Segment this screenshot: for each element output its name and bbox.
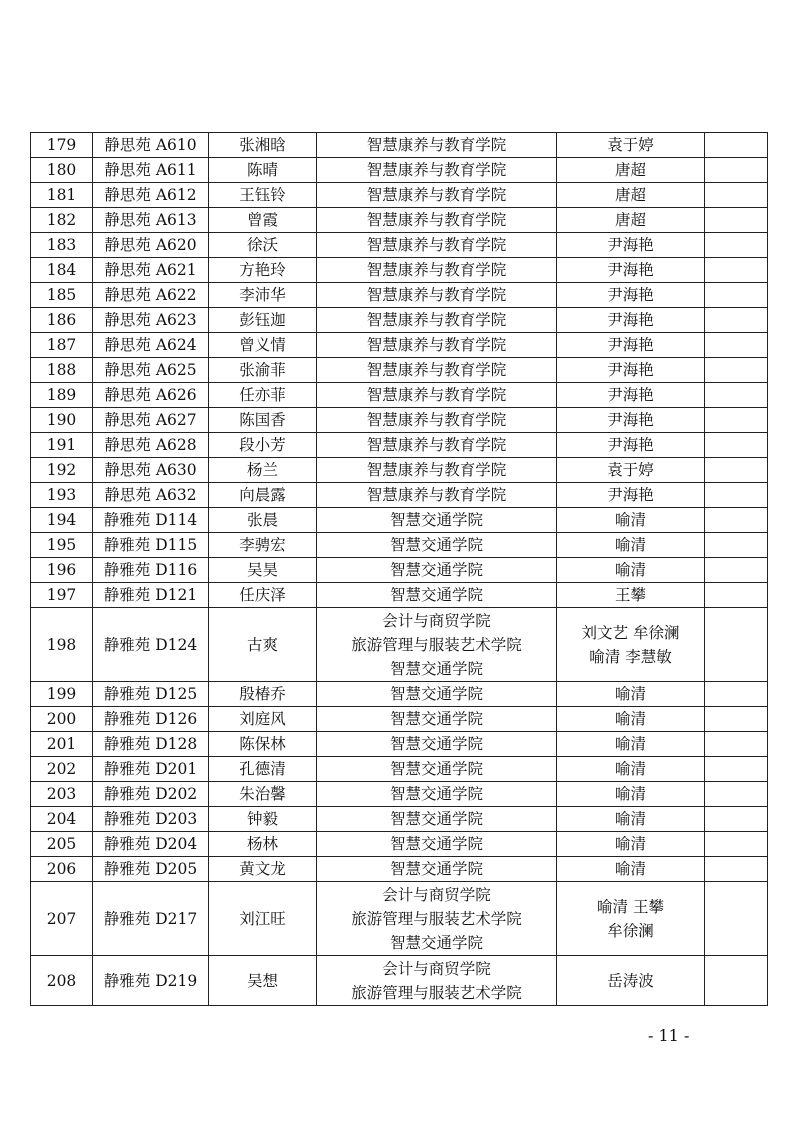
college-line: 智慧交通学院 [389, 561, 483, 579]
teacher-line: 尹海艳 [607, 361, 654, 379]
note-cell [705, 608, 768, 682]
teacher-cell [557, 383, 705, 408]
table-row [31, 608, 768, 682]
teacher-line: 袁于婷 [607, 136, 654, 154]
teacher-cell [557, 283, 705, 308]
teacher-line: 刘文艺 牟徐澜 [581, 623, 680, 642]
teacher-cell [557, 483, 705, 508]
table-row [31, 757, 768, 782]
college-cell [317, 608, 557, 682]
student-name-cell: 张湘晗 [209, 133, 317, 158]
table-row [31, 732, 768, 757]
teacher-line: 喻清 [614, 760, 646, 778]
row-number-cell: 191 [31, 433, 93, 458]
teacher-line: 尹海艳 [607, 261, 654, 279]
college-cell [317, 208, 557, 233]
college-line: 智慧交通学院 [389, 835, 483, 853]
teacher-cell [557, 508, 705, 533]
college-line: 智慧交通学院 [389, 710, 483, 728]
teacher-cell [557, 732, 705, 757]
teacher-line: 袁于婷 [607, 461, 654, 479]
teacher-cell [557, 158, 705, 183]
table-row [31, 832, 768, 857]
table-body [31, 133, 768, 1006]
room-cell: 静思苑 A625 [93, 358, 209, 383]
college-cell [317, 233, 557, 258]
note-cell [705, 857, 768, 882]
room-cell: 静思苑 A627 [93, 408, 209, 433]
teacher-cell [557, 208, 705, 233]
teacher-cell [557, 608, 705, 682]
note-cell [705, 183, 768, 208]
table-row [31, 956, 768, 1006]
room-cell: 静雅苑 D124 [93, 608, 209, 682]
college-line: 智慧交通学院 [389, 933, 483, 952]
page-number: - 11 - [648, 1026, 690, 1045]
teacher-cell [557, 408, 705, 433]
table-row [31, 333, 768, 358]
college-line: 会计与商贸学院 [382, 959, 491, 978]
note-cell [705, 458, 768, 483]
row-number-cell: 205 [31, 832, 93, 857]
note-cell [705, 433, 768, 458]
teacher-cell [557, 807, 705, 832]
college-line: 智慧交通学院 [389, 659, 483, 678]
college-cell [317, 458, 557, 483]
student-name-cell: 李骋宏 [209, 533, 317, 558]
row-number-cell: 189 [31, 383, 93, 408]
teacher-line: 唐超 [614, 186, 646, 204]
college-cell [317, 283, 557, 308]
room-cell: 静雅苑 D217 [93, 882, 209, 956]
note-cell [705, 832, 768, 857]
room-cell: 静雅苑 D201 [93, 757, 209, 782]
student-name-cell: 黄文龙 [209, 857, 317, 882]
student-name-cell: 杨兰 [209, 458, 317, 483]
room-cell: 静雅苑 D205 [93, 857, 209, 882]
student-name-cell: 任亦菲 [209, 383, 317, 408]
teacher-cell [557, 682, 705, 707]
college-line: 智慧康养与教育学院 [366, 386, 507, 404]
college-cell [317, 258, 557, 283]
college-cell [317, 358, 557, 383]
note-cell [705, 882, 768, 956]
college-line: 智慧康养与教育学院 [366, 461, 507, 479]
teacher-line: 喻清 [614, 511, 646, 529]
college-line: 智慧交通学院 [389, 810, 483, 828]
student-name-cell: 方艳玲 [209, 258, 317, 283]
teacher-cell [557, 832, 705, 857]
college-line: 智慧交通学院 [389, 536, 483, 554]
row-number-cell: 194 [31, 508, 93, 533]
college-line: 智慧康养与教育学院 [366, 486, 507, 504]
table-row [31, 508, 768, 533]
student-name-cell: 朱治馨 [209, 782, 317, 807]
teacher-line: 唐超 [614, 211, 646, 229]
college-line: 智慧康养与教育学院 [366, 211, 507, 229]
table-row [31, 583, 768, 608]
teacher-cell [557, 458, 705, 483]
college-cell [317, 857, 557, 882]
teacher-line: 喻清 [614, 860, 646, 878]
note-cell [705, 782, 768, 807]
teacher-line: 尹海艳 [607, 386, 654, 404]
note-cell [705, 233, 768, 258]
teacher-cell [557, 258, 705, 283]
college-line: 智慧康养与教育学院 [366, 336, 507, 354]
college-line: 智慧康养与教育学院 [366, 361, 507, 379]
row-number-cell: 185 [31, 283, 93, 308]
college-line: 智慧交通学院 [389, 860, 483, 878]
note-cell [705, 508, 768, 533]
college-cell [317, 383, 557, 408]
row-number-cell: 184 [31, 258, 93, 283]
note-cell [705, 308, 768, 333]
teacher-line: 喻清 [614, 735, 646, 753]
table-row [31, 433, 768, 458]
row-number-cell: 198 [31, 608, 93, 682]
student-name-cell: 陈国香 [209, 408, 317, 433]
room-cell: 静思苑 A626 [93, 383, 209, 408]
note-cell [705, 258, 768, 283]
teacher-line: 尹海艳 [607, 411, 654, 429]
college-line: 智慧康养与教育学院 [366, 261, 507, 279]
row-number-cell: 181 [31, 183, 93, 208]
note-cell [705, 682, 768, 707]
room-cell: 静思苑 A612 [93, 183, 209, 208]
student-name-cell: 段小芳 [209, 433, 317, 458]
college-cell [317, 158, 557, 183]
room-cell: 静思苑 A628 [93, 433, 209, 458]
room-cell: 静思苑 A620 [93, 233, 209, 258]
student-name-cell: 张晨 [209, 508, 317, 533]
note-cell [705, 707, 768, 732]
teacher-line: 喻清 [614, 561, 646, 579]
table-row [31, 358, 768, 383]
college-line: 旅游管理与服装艺术学院 [351, 983, 522, 1002]
row-number-cell: 202 [31, 757, 93, 782]
student-name-cell: 杨林 [209, 832, 317, 857]
note-cell [705, 956, 768, 1006]
room-cell: 静思苑 A623 [93, 308, 209, 333]
college-line: 会计与商贸学院 [382, 611, 491, 630]
table-row [31, 283, 768, 308]
college-cell [317, 707, 557, 732]
room-cell: 静雅苑 D202 [93, 782, 209, 807]
college-cell [317, 483, 557, 508]
teacher-cell [557, 533, 705, 558]
student-name-cell: 曾义情 [209, 333, 317, 358]
row-number-cell: 188 [31, 358, 93, 383]
table-row [31, 857, 768, 882]
row-number-cell: 197 [31, 583, 93, 608]
college-cell [317, 508, 557, 533]
college-cell [317, 308, 557, 333]
teacher-cell [557, 956, 705, 1006]
note-cell [705, 383, 768, 408]
college-cell [317, 333, 557, 358]
table-row [31, 782, 768, 807]
room-cell: 静雅苑 D128 [93, 732, 209, 757]
college-line: 会计与商贸学院 [382, 885, 491, 904]
room-cell: 静雅苑 D219 [93, 956, 209, 1006]
teacher-line: 喻清 李慧敏 [589, 647, 672, 666]
teacher-line: 喻清 [614, 835, 646, 853]
college-line: 智慧康养与教育学院 [366, 136, 507, 154]
college-line: 旅游管理与服装艺术学院 [351, 909, 522, 928]
teacher-line: 喻清 [614, 536, 646, 554]
student-name-cell: 殷椿乔 [209, 682, 317, 707]
dormitory-table [30, 132, 768, 1006]
note-cell [705, 533, 768, 558]
note-cell [705, 807, 768, 832]
teacher-line: 尹海艳 [607, 236, 654, 254]
teacher-cell [557, 308, 705, 333]
teacher-line: 牟徐澜 [607, 921, 654, 940]
college-line: 智慧交通学院 [389, 760, 483, 778]
student-name-cell: 王钰铃 [209, 183, 317, 208]
row-number-cell: 190 [31, 408, 93, 433]
student-name-cell: 孔德清 [209, 757, 317, 782]
college-cell [317, 732, 557, 757]
student-name-cell: 向晨露 [209, 483, 317, 508]
row-number-cell: 203 [31, 782, 93, 807]
teacher-line: 喻清 王攀 [597, 897, 664, 916]
teacher-cell [557, 558, 705, 583]
college-cell [317, 408, 557, 433]
note-cell [705, 358, 768, 383]
college-cell [317, 433, 557, 458]
college-cell [317, 558, 557, 583]
row-number-cell: 180 [31, 158, 93, 183]
student-name-cell: 彭钰迦 [209, 308, 317, 333]
student-name-cell: 任庆泽 [209, 583, 317, 608]
student-name-cell: 陈保林 [209, 732, 317, 757]
college-cell [317, 133, 557, 158]
teacher-line: 王攀 [614, 586, 646, 604]
row-number-cell: 206 [31, 857, 93, 882]
college-line: 智慧康养与教育学院 [366, 161, 507, 179]
student-name-cell: 徐沃 [209, 233, 317, 258]
note-cell [705, 583, 768, 608]
table-row [31, 408, 768, 433]
room-cell: 静雅苑 D114 [93, 508, 209, 533]
room-cell: 静雅苑 D126 [93, 707, 209, 732]
room-cell: 静雅苑 D116 [93, 558, 209, 583]
table-row [31, 707, 768, 732]
room-cell: 静雅苑 D125 [93, 682, 209, 707]
teacher-line: 岳涛波 [607, 971, 654, 990]
college-line: 智慧康养与教育学院 [366, 236, 507, 254]
room-cell: 静雅苑 D121 [93, 583, 209, 608]
college-cell [317, 832, 557, 857]
college-cell [317, 682, 557, 707]
room-cell: 静雅苑 D204 [93, 832, 209, 857]
table-row [31, 383, 768, 408]
note-cell [705, 208, 768, 233]
row-number-cell: 193 [31, 483, 93, 508]
teacher-cell [557, 433, 705, 458]
row-number-cell: 182 [31, 208, 93, 233]
college-line: 智慧交通学院 [389, 511, 483, 529]
table-row [31, 533, 768, 558]
teacher-cell [557, 882, 705, 956]
teacher-cell [557, 757, 705, 782]
student-name-cell: 吴昊 [209, 558, 317, 583]
college-line: 智慧交通学院 [389, 735, 483, 753]
table-row [31, 807, 768, 832]
table-row [31, 483, 768, 508]
teacher-line: 喻清 [614, 685, 646, 703]
college-line: 智慧交通学院 [389, 685, 483, 703]
note-cell [705, 333, 768, 358]
student-name-cell: 张渝菲 [209, 358, 317, 383]
row-number-cell: 200 [31, 707, 93, 732]
teacher-line: 尹海艳 [607, 311, 654, 329]
note-cell [705, 558, 768, 583]
college-line: 智慧康养与教育学院 [366, 436, 507, 454]
room-cell: 静雅苑 D203 [93, 807, 209, 832]
note-cell [705, 133, 768, 158]
note-cell [705, 732, 768, 757]
table-row [31, 682, 768, 707]
teacher-line: 喻清 [614, 785, 646, 803]
college-cell [317, 782, 557, 807]
room-cell: 静思苑 A611 [93, 158, 209, 183]
college-cell [317, 807, 557, 832]
room-cell: 静思苑 A624 [93, 333, 209, 358]
college-cell [317, 757, 557, 782]
table-row [31, 183, 768, 208]
row-number-cell: 192 [31, 458, 93, 483]
row-number-cell: 196 [31, 558, 93, 583]
room-cell: 静雅苑 D115 [93, 533, 209, 558]
teacher-cell [557, 782, 705, 807]
row-number-cell: 183 [31, 233, 93, 258]
table-row [31, 233, 768, 258]
college-cell [317, 882, 557, 956]
student-name-cell: 吴想 [209, 956, 317, 1006]
table-row [31, 208, 768, 233]
teacher-cell [557, 133, 705, 158]
college-cell [317, 583, 557, 608]
teacher-line: 尹海艳 [607, 336, 654, 354]
room-cell: 静思苑 A630 [93, 458, 209, 483]
teacher-line: 唐超 [614, 161, 646, 179]
college-cell [317, 533, 557, 558]
table-row [31, 158, 768, 183]
student-name-cell: 刘庭风 [209, 707, 317, 732]
student-name-cell: 刘江旺 [209, 882, 317, 956]
table-row [31, 258, 768, 283]
row-number-cell: 208 [31, 956, 93, 1006]
row-number-cell: 199 [31, 682, 93, 707]
college-line: 智慧康养与教育学院 [366, 411, 507, 429]
note-cell [705, 757, 768, 782]
college-line: 智慧交通学院 [389, 586, 483, 604]
table-row [31, 133, 768, 158]
row-number-cell: 195 [31, 533, 93, 558]
table-row [31, 458, 768, 483]
room-cell: 静思苑 A632 [93, 483, 209, 508]
teacher-cell [557, 583, 705, 608]
college-line: 智慧康养与教育学院 [366, 311, 507, 329]
table-row [31, 882, 768, 956]
row-number-cell: 204 [31, 807, 93, 832]
note-cell [705, 283, 768, 308]
row-number-cell: 207 [31, 882, 93, 956]
teacher-cell [557, 358, 705, 383]
teacher-cell [557, 707, 705, 732]
note-cell [705, 408, 768, 433]
teacher-cell [557, 333, 705, 358]
teacher-cell [557, 183, 705, 208]
row-number-cell: 179 [31, 133, 93, 158]
student-name-cell: 曾霞 [209, 208, 317, 233]
room-cell: 静思苑 A613 [93, 208, 209, 233]
table-row [31, 558, 768, 583]
teacher-cell [557, 857, 705, 882]
note-cell [705, 483, 768, 508]
teacher-line: 喻清 [614, 710, 646, 728]
table-row [31, 308, 768, 333]
teacher-line: 尹海艳 [607, 486, 654, 504]
row-number-cell: 186 [31, 308, 93, 333]
college-line: 智慧交通学院 [389, 785, 483, 803]
college-line: 智慧康养与教育学院 [366, 186, 507, 204]
note-cell [705, 158, 768, 183]
room-cell: 静思苑 A621 [93, 258, 209, 283]
teacher-line: 尹海艳 [607, 436, 654, 454]
college-cell [317, 183, 557, 208]
college-line: 旅游管理与服装艺术学院 [351, 635, 522, 654]
student-name-cell: 古爽 [209, 608, 317, 682]
teacher-line: 尹海艳 [607, 286, 654, 304]
student-name-cell: 李沛华 [209, 283, 317, 308]
room-cell: 静思苑 A610 [93, 133, 209, 158]
row-number-cell: 187 [31, 333, 93, 358]
room-cell: 静思苑 A622 [93, 283, 209, 308]
college-cell [317, 956, 557, 1006]
student-name-cell: 钟毅 [209, 807, 317, 832]
row-number-cell: 201 [31, 732, 93, 757]
college-line: 智慧康养与教育学院 [366, 286, 507, 304]
teacher-line: 喻清 [614, 810, 646, 828]
student-name-cell: 陈晴 [209, 158, 317, 183]
teacher-cell [557, 233, 705, 258]
